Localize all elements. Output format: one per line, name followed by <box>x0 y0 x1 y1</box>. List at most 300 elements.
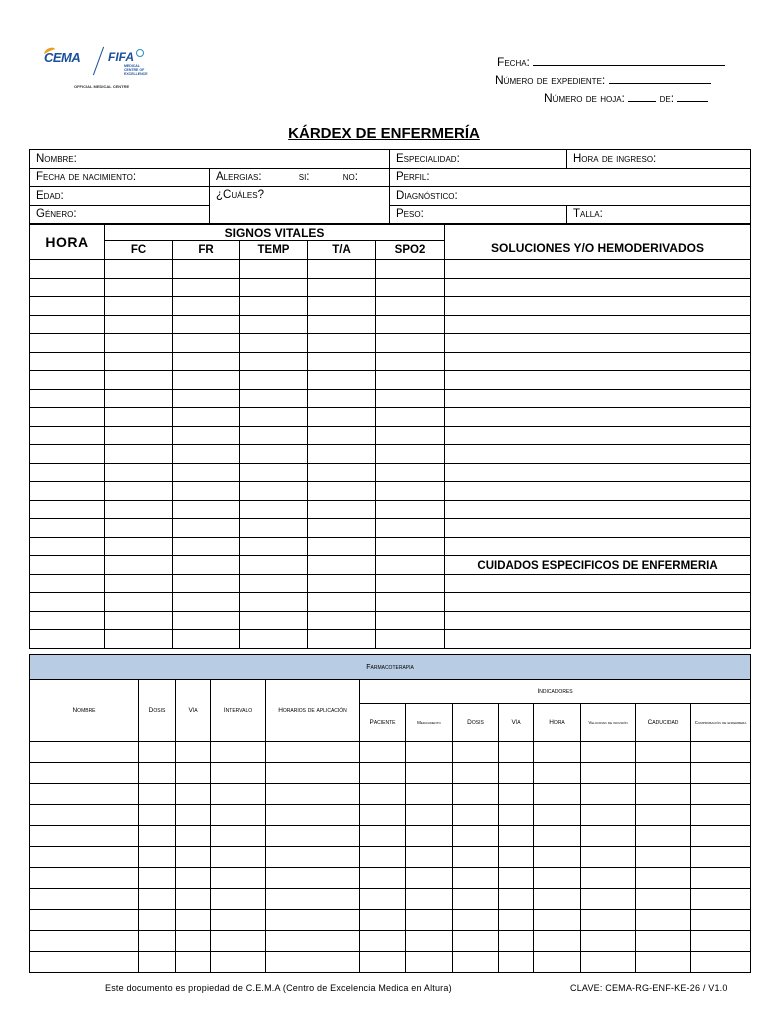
farm-cell[interactable] <box>266 784 360 805</box>
especialidad-cell[interactable]: Especialidad: <box>390 150 567 169</box>
vitals-cell[interactable] <box>308 389 376 408</box>
vitals-cell[interactable] <box>173 297 240 316</box>
farm-cell[interactable] <box>453 826 499 847</box>
farm-cell[interactable] <box>691 784 751 805</box>
vitals-cell[interactable] <box>308 352 376 371</box>
farm-cell[interactable] <box>691 889 751 910</box>
vitals-cell[interactable] <box>308 537 376 556</box>
farm-cell[interactable] <box>636 931 691 952</box>
farm-cell[interactable] <box>406 910 453 931</box>
vitals-cell[interactable] <box>240 463 308 482</box>
farm-cell[interactable] <box>139 868 176 889</box>
vitals-cell[interactable] <box>376 408 445 427</box>
farm-cell[interactable] <box>581 805 636 826</box>
vitals-cell[interactable] <box>376 297 445 316</box>
farm-cell[interactable] <box>499 805 534 826</box>
vitals-cell[interactable] <box>445 500 751 519</box>
farm-cell[interactable] <box>581 826 636 847</box>
vitals-cell[interactable] <box>445 334 751 353</box>
vitals-cell[interactable] <box>240 519 308 538</box>
farm-cell[interactable] <box>581 952 636 973</box>
farm-cell[interactable] <box>211 847 266 868</box>
vitals-cell[interactable] <box>30 556 105 575</box>
farm-cell[interactable] <box>139 763 176 784</box>
farm-cell[interactable] <box>636 763 691 784</box>
vitals-cell[interactable] <box>308 297 376 316</box>
farm-cell[interactable] <box>266 952 360 973</box>
farm-cell[interactable] <box>691 826 751 847</box>
vitals-cell[interactable] <box>240 426 308 445</box>
cuales-cell[interactable]: ¿Cuáles? <box>210 187 390 224</box>
farm-cell[interactable] <box>499 847 534 868</box>
vitals-cell[interactable] <box>105 334 173 353</box>
farm-cell[interactable] <box>534 784 581 805</box>
vitals-cell[interactable] <box>240 371 308 390</box>
vitals-cell[interactable] <box>240 297 308 316</box>
vitals-cell[interactable] <box>445 593 751 612</box>
vitals-cell[interactable] <box>445 630 751 649</box>
farm-cell[interactable] <box>499 931 534 952</box>
farm-cell[interactable] <box>534 868 581 889</box>
vitals-cell[interactable] <box>308 500 376 519</box>
farm-cell[interactable] <box>266 910 360 931</box>
vitals-cell[interactable] <box>308 630 376 649</box>
farm-cell[interactable] <box>139 910 176 931</box>
vitals-cell[interactable] <box>445 352 751 371</box>
farm-cell[interactable] <box>360 847 406 868</box>
vitals-cell[interactable] <box>445 445 751 464</box>
vitals-cell[interactable] <box>105 611 173 630</box>
farm-cell[interactable] <box>636 910 691 931</box>
vitals-cell[interactable] <box>308 574 376 593</box>
farm-cell[interactable] <box>406 931 453 952</box>
vitals-cell[interactable] <box>30 408 105 427</box>
farm-cell[interactable] <box>30 826 139 847</box>
farm-cell[interactable] <box>691 931 751 952</box>
farm-cell[interactable] <box>691 847 751 868</box>
vitals-cell[interactable] <box>445 482 751 501</box>
vitals-cell[interactable] <box>240 537 308 556</box>
vitals-cell[interactable] <box>105 537 173 556</box>
vitals-cell[interactable] <box>173 574 240 593</box>
vitals-cell[interactable] <box>173 593 240 612</box>
vitals-cell[interactable] <box>30 389 105 408</box>
farm-cell[interactable] <box>266 868 360 889</box>
vitals-cell[interactable] <box>308 408 376 427</box>
farm-cell[interactable] <box>30 910 139 931</box>
vitals-cell[interactable] <box>30 297 105 316</box>
farm-cell[interactable] <box>534 763 581 784</box>
vitals-cell[interactable] <box>105 630 173 649</box>
vitals-cell[interactable] <box>173 352 240 371</box>
farm-cell[interactable] <box>453 742 499 763</box>
farm-cell[interactable] <box>211 910 266 931</box>
farm-cell[interactable] <box>360 805 406 826</box>
farm-cell[interactable] <box>176 784 211 805</box>
vitals-cell[interactable] <box>445 463 751 482</box>
vitals-cell[interactable] <box>105 445 173 464</box>
vitals-cell[interactable] <box>173 408 240 427</box>
vitals-cell[interactable] <box>240 389 308 408</box>
genero-cell[interactable]: Género: <box>30 205 210 224</box>
vitals-cell[interactable] <box>445 278 751 297</box>
vitals-cell[interactable] <box>308 611 376 630</box>
vitals-cell[interactable] <box>105 352 173 371</box>
vitals-cell[interactable] <box>173 315 240 334</box>
vitals-cell[interactable] <box>445 519 751 538</box>
vitals-cell[interactable] <box>105 593 173 612</box>
farm-cell[interactable] <box>211 805 266 826</box>
farm-cell[interactable] <box>360 742 406 763</box>
farm-cell[interactable] <box>534 826 581 847</box>
vitals-cell[interactable] <box>240 260 308 279</box>
farm-cell[interactable] <box>691 910 751 931</box>
farm-cell[interactable] <box>499 826 534 847</box>
farm-cell[interactable] <box>406 784 453 805</box>
farm-cell[interactable] <box>139 952 176 973</box>
vitals-cell[interactable] <box>30 519 105 538</box>
vitals-cell[interactable] <box>105 389 173 408</box>
farm-cell[interactable] <box>211 742 266 763</box>
farm-cell[interactable] <box>30 805 139 826</box>
farm-cell[interactable] <box>139 805 176 826</box>
vitals-cell[interactable] <box>445 408 751 427</box>
vitals-cell[interactable] <box>30 371 105 390</box>
vitals-cell[interactable] <box>308 463 376 482</box>
vitals-cell[interactable] <box>240 593 308 612</box>
vitals-cell[interactable] <box>240 315 308 334</box>
farm-cell[interactable] <box>406 742 453 763</box>
vitals-cell[interactable] <box>445 371 751 390</box>
farm-cell[interactable] <box>636 952 691 973</box>
vitals-cell[interactable] <box>445 611 751 630</box>
vitals-cell[interactable] <box>376 463 445 482</box>
farm-cell[interactable] <box>30 868 139 889</box>
expediente-blank[interactable] <box>609 72 711 84</box>
farm-cell[interactable] <box>176 868 211 889</box>
farm-cell[interactable] <box>691 805 751 826</box>
vitals-cell[interactable] <box>173 334 240 353</box>
farm-cell[interactable] <box>211 826 266 847</box>
farm-cell[interactable] <box>139 931 176 952</box>
vitals-cell[interactable] <box>30 537 105 556</box>
vitals-cell[interactable] <box>105 500 173 519</box>
vitals-cell[interactable] <box>376 537 445 556</box>
vitals-cell[interactable] <box>173 537 240 556</box>
farm-cell[interactable] <box>176 826 211 847</box>
farm-cell[interactable] <box>499 910 534 931</box>
farm-cell[interactable] <box>211 763 266 784</box>
vitals-cell[interactable] <box>445 315 751 334</box>
farm-cell[interactable] <box>499 763 534 784</box>
farm-cell[interactable] <box>139 889 176 910</box>
farm-cell[interactable] <box>211 952 266 973</box>
vitals-cell[interactable] <box>105 482 173 501</box>
farm-cell[interactable] <box>581 784 636 805</box>
vitals-cell[interactable] <box>376 371 445 390</box>
farm-cell[interactable] <box>30 931 139 952</box>
vitals-cell[interactable] <box>105 260 173 279</box>
vitals-cell[interactable] <box>240 500 308 519</box>
farm-cell[interactable] <box>499 889 534 910</box>
farm-cell[interactable] <box>499 868 534 889</box>
vitals-cell[interactable] <box>173 519 240 538</box>
farm-cell[interactable] <box>176 931 211 952</box>
farm-cell[interactable] <box>30 784 139 805</box>
vitals-cell[interactable] <box>30 315 105 334</box>
vitals-cell[interactable] <box>376 482 445 501</box>
vitals-cell[interactable] <box>105 297 173 316</box>
vitals-cell[interactable] <box>173 426 240 445</box>
vitals-cell[interactable] <box>30 574 105 593</box>
farm-cell[interactable] <box>406 805 453 826</box>
farm-cell[interactable] <box>266 847 360 868</box>
vitals-cell[interactable] <box>445 574 751 593</box>
de-blank[interactable] <box>677 90 708 102</box>
farm-cell[interactable] <box>406 868 453 889</box>
farm-cell[interactable] <box>581 889 636 910</box>
farm-cell[interactable] <box>534 847 581 868</box>
farm-cell[interactable] <box>176 742 211 763</box>
farm-cell[interactable] <box>636 847 691 868</box>
vitals-cell[interactable] <box>376 500 445 519</box>
farm-cell[interactable] <box>139 784 176 805</box>
farm-cell[interactable] <box>581 742 636 763</box>
farm-cell[interactable] <box>534 910 581 931</box>
farm-cell[interactable] <box>176 763 211 784</box>
vitals-cell[interactable] <box>105 315 173 334</box>
vitals-cell[interactable] <box>105 408 173 427</box>
farm-cell[interactable] <box>581 847 636 868</box>
farm-cell[interactable] <box>360 910 406 931</box>
farm-cell[interactable] <box>581 931 636 952</box>
farm-cell[interactable] <box>406 847 453 868</box>
vitals-cell[interactable] <box>308 426 376 445</box>
farm-cell[interactable] <box>534 805 581 826</box>
vitals-cell[interactable] <box>376 519 445 538</box>
farm-cell[interactable] <box>534 952 581 973</box>
farm-cell[interactable] <box>453 931 499 952</box>
vitals-cell[interactable] <box>105 371 173 390</box>
farm-cell[interactable] <box>360 931 406 952</box>
vitals-cell[interactable] <box>30 445 105 464</box>
farm-cell[interactable] <box>499 952 534 973</box>
farm-cell[interactable] <box>360 952 406 973</box>
vitals-cell[interactable] <box>240 482 308 501</box>
vitals-cell[interactable] <box>308 519 376 538</box>
farm-cell[interactable] <box>360 889 406 910</box>
vitals-cell[interactable] <box>376 278 445 297</box>
vitals-cell[interactable] <box>308 556 376 575</box>
farm-cell[interactable] <box>453 868 499 889</box>
vitals-cell[interactable] <box>376 574 445 593</box>
farm-cell[interactable] <box>406 952 453 973</box>
farm-cell[interactable] <box>211 889 266 910</box>
vitals-cell[interactable] <box>445 260 751 279</box>
vitals-cell[interactable] <box>105 463 173 482</box>
vitals-cell[interactable] <box>308 593 376 612</box>
vitals-cell[interactable] <box>376 389 445 408</box>
farm-cell[interactable] <box>453 763 499 784</box>
vitals-cell[interactable] <box>105 556 173 575</box>
vitals-cell[interactable] <box>445 389 751 408</box>
farm-cell[interactable] <box>176 910 211 931</box>
farm-cell[interactable] <box>636 826 691 847</box>
farm-cell[interactable] <box>30 847 139 868</box>
farm-cell[interactable] <box>453 952 499 973</box>
vitals-cell[interactable] <box>240 352 308 371</box>
farm-cell[interactable] <box>266 931 360 952</box>
farm-cell[interactable] <box>30 763 139 784</box>
farm-cell[interactable] <box>581 868 636 889</box>
vitals-cell[interactable] <box>376 593 445 612</box>
farm-cell[interactable] <box>581 910 636 931</box>
farm-cell[interactable] <box>406 889 453 910</box>
vitals-cell[interactable] <box>308 482 376 501</box>
farm-cell[interactable] <box>534 742 581 763</box>
talla-cell[interactable]: Talla: <box>567 205 751 224</box>
fecha-nacimiento-cell[interactable]: Fecha de nacimiento: <box>30 168 210 187</box>
vitals-cell[interactable] <box>376 260 445 279</box>
vitals-cell[interactable] <box>240 445 308 464</box>
farm-cell[interactable] <box>266 742 360 763</box>
vitals-cell[interactable] <box>173 371 240 390</box>
farm-cell[interactable] <box>211 931 266 952</box>
farm-cell[interactable] <box>211 784 266 805</box>
vitals-cell[interactable] <box>173 482 240 501</box>
farm-cell[interactable] <box>581 763 636 784</box>
vitals-cell[interactable] <box>376 426 445 445</box>
vitals-cell[interactable] <box>308 260 376 279</box>
farm-cell[interactable] <box>139 847 176 868</box>
vitals-cell[interactable] <box>105 574 173 593</box>
farm-cell[interactable] <box>691 742 751 763</box>
farm-cell[interactable] <box>636 742 691 763</box>
fecha-blank[interactable] <box>533 54 725 66</box>
farm-cell[interactable] <box>30 889 139 910</box>
vitals-cell[interactable] <box>105 278 173 297</box>
vitals-cell[interactable] <box>308 315 376 334</box>
farm-cell[interactable] <box>691 868 751 889</box>
farm-cell[interactable] <box>266 826 360 847</box>
farm-cell[interactable] <box>453 805 499 826</box>
vitals-cell[interactable] <box>105 426 173 445</box>
vitals-cell[interactable] <box>30 630 105 649</box>
farm-cell[interactable] <box>30 952 139 973</box>
vitals-cell[interactable] <box>30 611 105 630</box>
vitals-cell[interactable] <box>30 352 105 371</box>
farm-cell[interactable] <box>176 805 211 826</box>
vitals-cell[interactable] <box>30 593 105 612</box>
vitals-cell[interactable] <box>376 315 445 334</box>
farm-cell[interactable] <box>636 784 691 805</box>
farm-cell[interactable] <box>453 910 499 931</box>
vitals-cell[interactable] <box>30 482 105 501</box>
vitals-cell[interactable] <box>376 352 445 371</box>
vitals-cell[interactable] <box>240 278 308 297</box>
farm-cell[interactable] <box>406 826 453 847</box>
farm-cell[interactable] <box>636 889 691 910</box>
vitals-cell[interactable] <box>240 334 308 353</box>
nombre-cell[interactable]: Nombre: <box>30 150 390 169</box>
farm-cell[interactable] <box>360 784 406 805</box>
vitals-cell[interactable] <box>30 278 105 297</box>
farm-cell[interactable] <box>691 952 751 973</box>
farm-cell[interactable] <box>636 868 691 889</box>
vitals-cell[interactable] <box>445 297 751 316</box>
vitals-cell[interactable] <box>445 537 751 556</box>
vitals-cell[interactable] <box>105 519 173 538</box>
hora-ingreso-cell[interactable]: Hora de ingreso: <box>567 150 751 169</box>
farm-cell[interactable] <box>499 742 534 763</box>
vitals-cell[interactable] <box>30 334 105 353</box>
edad-cell[interactable]: Edad: <box>30 187 210 206</box>
vitals-cell[interactable] <box>173 278 240 297</box>
farm-cell[interactable] <box>453 847 499 868</box>
vitals-cell[interactable] <box>173 445 240 464</box>
peso-cell[interactable]: Peso: <box>390 205 567 224</box>
vitals-cell[interactable] <box>173 463 240 482</box>
farm-cell[interactable] <box>139 742 176 763</box>
farm-cell[interactable] <box>176 952 211 973</box>
farm-cell[interactable] <box>636 805 691 826</box>
farm-cell[interactable] <box>176 889 211 910</box>
farm-cell[interactable] <box>453 784 499 805</box>
vitals-cell[interactable] <box>376 445 445 464</box>
vitals-cell[interactable] <box>30 500 105 519</box>
vitals-cell[interactable] <box>30 260 105 279</box>
farm-cell[interactable] <box>176 847 211 868</box>
farm-cell[interactable] <box>453 889 499 910</box>
farm-cell[interactable] <box>360 826 406 847</box>
vitals-cell[interactable] <box>240 408 308 427</box>
farm-cell[interactable] <box>691 763 751 784</box>
vitals-cell[interactable] <box>173 611 240 630</box>
vitals-cell[interactable] <box>308 371 376 390</box>
vitals-cell[interactable] <box>376 556 445 575</box>
farm-cell[interactable] <box>534 931 581 952</box>
vitals-cell[interactable] <box>376 630 445 649</box>
farm-cell[interactable] <box>139 826 176 847</box>
perfil-cell[interactable]: Perfil: <box>390 168 751 187</box>
farm-cell[interactable] <box>266 889 360 910</box>
vitals-cell[interactable] <box>308 278 376 297</box>
vitals-cell[interactable] <box>376 611 445 630</box>
vitals-cell[interactable] <box>240 556 308 575</box>
vitals-cell[interactable] <box>173 556 240 575</box>
vitals-cell[interactable] <box>445 426 751 445</box>
vitals-cell[interactable] <box>173 260 240 279</box>
farm-cell[interactable] <box>360 868 406 889</box>
vitals-cell[interactable] <box>173 389 240 408</box>
diagnostico-cell[interactable]: Diagnóstico: <box>390 187 751 206</box>
vitals-cell[interactable] <box>30 463 105 482</box>
vitals-cell[interactable] <box>173 630 240 649</box>
farm-cell[interactable] <box>30 742 139 763</box>
farm-cell[interactable] <box>360 763 406 784</box>
vitals-cell[interactable] <box>240 574 308 593</box>
vitals-cell[interactable] <box>173 500 240 519</box>
farm-cell[interactable] <box>211 868 266 889</box>
farm-cell[interactable] <box>406 763 453 784</box>
farm-cell[interactable] <box>266 805 360 826</box>
farm-cell[interactable] <box>534 889 581 910</box>
vitals-cell[interactable] <box>308 334 376 353</box>
farm-cell[interactable] <box>266 763 360 784</box>
vitals-cell[interactable] <box>240 611 308 630</box>
alergias-cell[interactable] <box>210 168 390 187</box>
vitals-cell[interactable] <box>240 630 308 649</box>
